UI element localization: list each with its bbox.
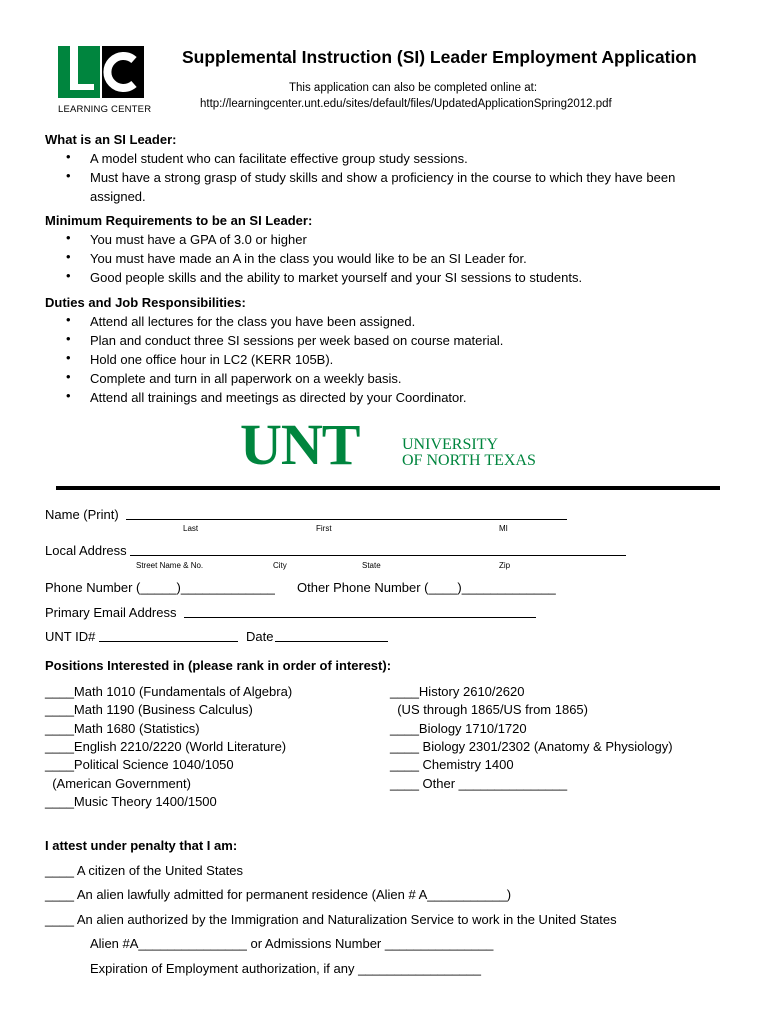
duties-heading: Duties and Job Responsibilities: (45, 295, 246, 310)
bullet-icon: • (66, 350, 71, 365)
position-option[interactable]: ____Music Theory 1400/1500 (45, 794, 217, 809)
list-item: A model student who can facilitate effective group study sessions. (90, 151, 468, 166)
position-option-continued: (American Government) (45, 776, 191, 791)
address-sub-state: State (362, 561, 381, 570)
date-label: Date (246, 629, 274, 644)
bullet-icon: • (66, 149, 71, 164)
address-sub-city: City (273, 561, 287, 570)
bullet-icon: • (66, 268, 71, 283)
attest-option-permanent-resident[interactable]: ____ An alien lawfully admitted for permanent residence (Alien # A___________) (45, 887, 512, 902)
unt-wordmark: UNT (240, 412, 360, 477)
name-sub-last: Last (183, 524, 199, 533)
bullet-icon: • (66, 230, 71, 245)
what-is-heading: What is an SI Leader: (45, 132, 177, 147)
bullet-icon: • (66, 249, 71, 264)
list-item: Complete and turn in all paperwork on a weekly basis. (90, 371, 402, 386)
position-option[interactable]: ____ Biology 2301/2302 (Anatomy & Physiology) (390, 739, 673, 754)
attest-option-citizen[interactable]: ____ A citizen of the United States (45, 863, 244, 878)
alien-number-field[interactable]: Alien #A_______________ or Admissions Number _______________ (90, 936, 494, 951)
attest-heading: I attest under penalty that I am: (45, 838, 238, 853)
other-phone-field[interactable]: Other Phone Number (____)_____________ (297, 580, 556, 595)
list-item: Must have a strong grasp of study skills and show a proficiency in the course to which they have been (90, 170, 676, 185)
list-item: Hold one office hour in LC2 (KERR 105B). (90, 352, 334, 367)
list-item: Attend all trainings and meetings as directed by your Coordinator. (90, 390, 467, 405)
address-sub-street: Street Name & No. (136, 561, 204, 570)
bullet-icon: • (66, 312, 71, 327)
position-option[interactable]: ____Math 1190 (Business Calculus) (45, 702, 253, 717)
position-option[interactable]: ____Math 1010 (Fundamentals of Algebra) (45, 684, 293, 699)
name-sub-first: First (316, 524, 332, 533)
position-option[interactable]: ____Math 1680 (Statistics) (45, 721, 200, 736)
bullet-icon: • (66, 168, 71, 183)
position-option[interactable]: ____History 2610/2620 (390, 684, 525, 699)
address-field[interactable] (130, 555, 626, 556)
list-item-continued: assigned. (90, 189, 146, 204)
unt-logo-line1: UNIVERSITY (402, 436, 498, 453)
unt-id-field[interactable] (99, 641, 238, 642)
attest-option-authorized-alien[interactable]: ____ An alien authorized by the Immigration and Naturalization Service to work in the United States (45, 912, 617, 927)
position-option[interactable]: ____Political Science 1040/1050 (45, 757, 234, 772)
bullet-icon: • (66, 331, 71, 346)
bullet-icon: • (66, 388, 71, 403)
positions-heading: Positions Interested in (please rank in order of interest): (45, 658, 392, 673)
list-item: You must have a GPA of 3.0 or higher (90, 232, 307, 247)
address-label: Local Address (45, 543, 127, 558)
unt-logo-line2: OF NORTH TEXAS (402, 452, 536, 469)
requirements-heading: Minimum Requirements to be an SI Leader: (45, 213, 313, 228)
page-title: Supplemental Instruction (SI) Leader Employment Application (182, 47, 697, 67)
date-field[interactable] (275, 641, 388, 642)
name-field[interactable] (126, 519, 567, 520)
section-divider (56, 486, 720, 490)
expiration-field[interactable]: Expiration of Employment authorization, if any _________________ (90, 961, 481, 976)
unt-id-label: UNT ID# (45, 629, 96, 644)
phone-field[interactable]: Phone Number (_____)_____________ (45, 580, 275, 595)
online-url[interactable]: http://learningcenter.unt.edu/sites/default/files/UpdatedApplicationSpring2012.pdf (200, 98, 612, 110)
list-item: Good people skills and the ability to market yourself and your SI sessions to students. (90, 270, 583, 285)
email-label: Primary Email Address (45, 605, 177, 620)
email-field[interactable] (184, 617, 536, 618)
bullet-icon: • (66, 369, 71, 384)
lc-logo-subtext: LEARNING CENTER (58, 104, 152, 115)
name-label: Name (Print) (45, 507, 119, 522)
list-item: Attend all lectures for the class you have been assigned. (90, 314, 416, 329)
address-sub-zip: Zip (499, 561, 511, 570)
position-option[interactable]: ____Biology 1710/1720 (390, 721, 527, 736)
list-item: Plan and conduct three SI sessions per week based on course material. (90, 333, 504, 348)
position-option-continued: (US through 1865/US from 1865) (390, 702, 588, 717)
position-option-other[interactable]: ____ Other _______________ (390, 776, 568, 791)
list-item: You must have made an A in the class you would like to be an SI Leader for. (90, 251, 527, 266)
name-sub-mi: MI (499, 524, 508, 533)
online-note: This application can also be completed online at: (289, 82, 538, 94)
position-option[interactable]: ____English 2210/2220 (World Literature) (45, 739, 287, 754)
position-option[interactable]: ____ Chemistry 1400 (390, 757, 514, 772)
